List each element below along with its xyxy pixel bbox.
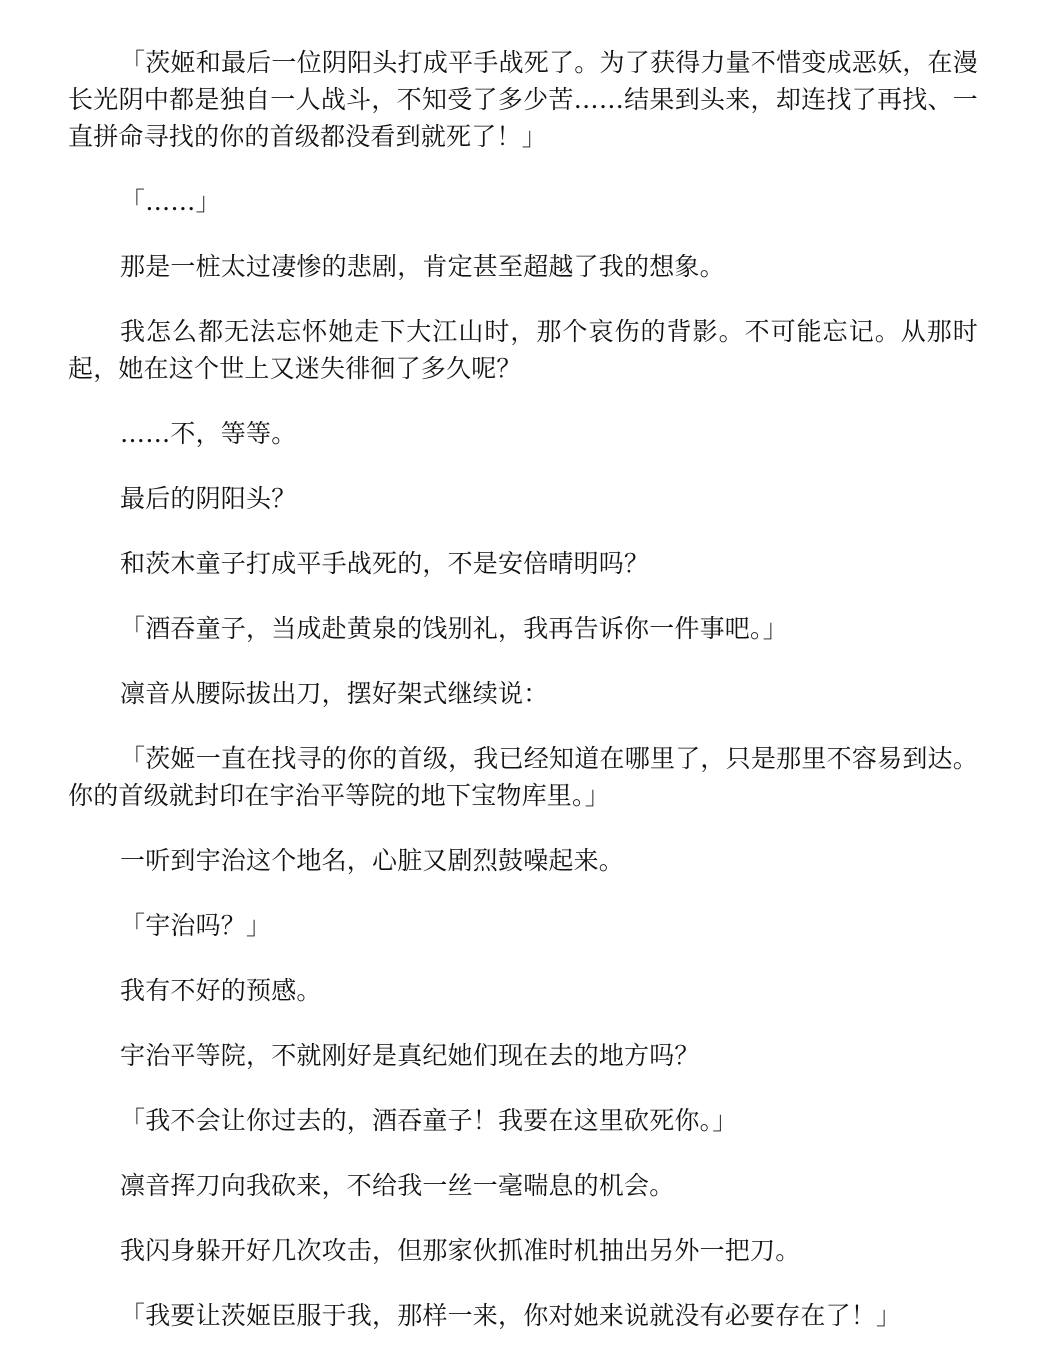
paragraph-4: 我怎么都无法忘怀她走下大江山时，那个哀伤的背影。不可能忘记。从那时起，她在这个世上又迷失徘徊了多久呢？ [68,317,978,383]
paragraph-18: 「我要让茨姬臣服于我，那样一来，你对她来说就没有必要存在了！」 [120,1301,902,1330]
paragraph-2: 「……」 [120,187,221,216]
paragraph-11: 一听到宇治这个地名，心脏又剧烈鼓噪起来。 [120,846,625,875]
paragraph-3: 那是一桩太过凄惨的悲剧，肯定甚至超越了我的想象。 [120,252,725,281]
paragraph-17: 我闪身躲开好几次攻击，但那家伙抓准时机抽出另外一把刀。 [120,1236,801,1265]
paragraph-14: 宇治平等院，不就刚好是真纪她们现在去的地方吗？ [120,1041,700,1070]
paragraph-10: 「茨姬一直在找寻的你的首级，我已经知道在哪里了，只是那里不容易到达。你的首级就封印在宇治平等院的地下宝物库里。」 [68,744,978,810]
paragraph-1: 「茨姬和最后一位阴阳头打成平手战死了。为了获得力量不惜变成恶妖，在漫长光阴中都是独自一人战斗，不知受了多少苦……结果到头来，却连找了再找、一直拼命寻找的你的首级都没看到就死了！」 [68,48,978,151]
paragraph-15: 「我不会让你过去的，酒吞童子！我要在这里砍死你。」 [120,1106,738,1135]
paragraph-16: 凛音挥刀向我砍来，不给我一丝一毫喘息的机会。 [120,1171,675,1200]
paragraph-6: 最后的阴阳头？ [120,484,297,513]
paragraph-5: ……不，等等。 [120,419,297,448]
paragraph-7: 和茨木童子打成平手战死的，不是安倍晴明吗？ [120,549,650,578]
paragraph-9: 凛音从腰际拔出刀，摆好架式继续说： [120,679,549,708]
paragraph-13: 我有不好的预感。 [120,976,322,1005]
paragraph-8: 「酒吞童子，当成赴黄泉的饯别礼，我再告诉你一件事吧。」 [120,614,788,643]
paragraph-12: 「宇治吗？」 [120,911,272,940]
document-page [68,44,978,1362]
